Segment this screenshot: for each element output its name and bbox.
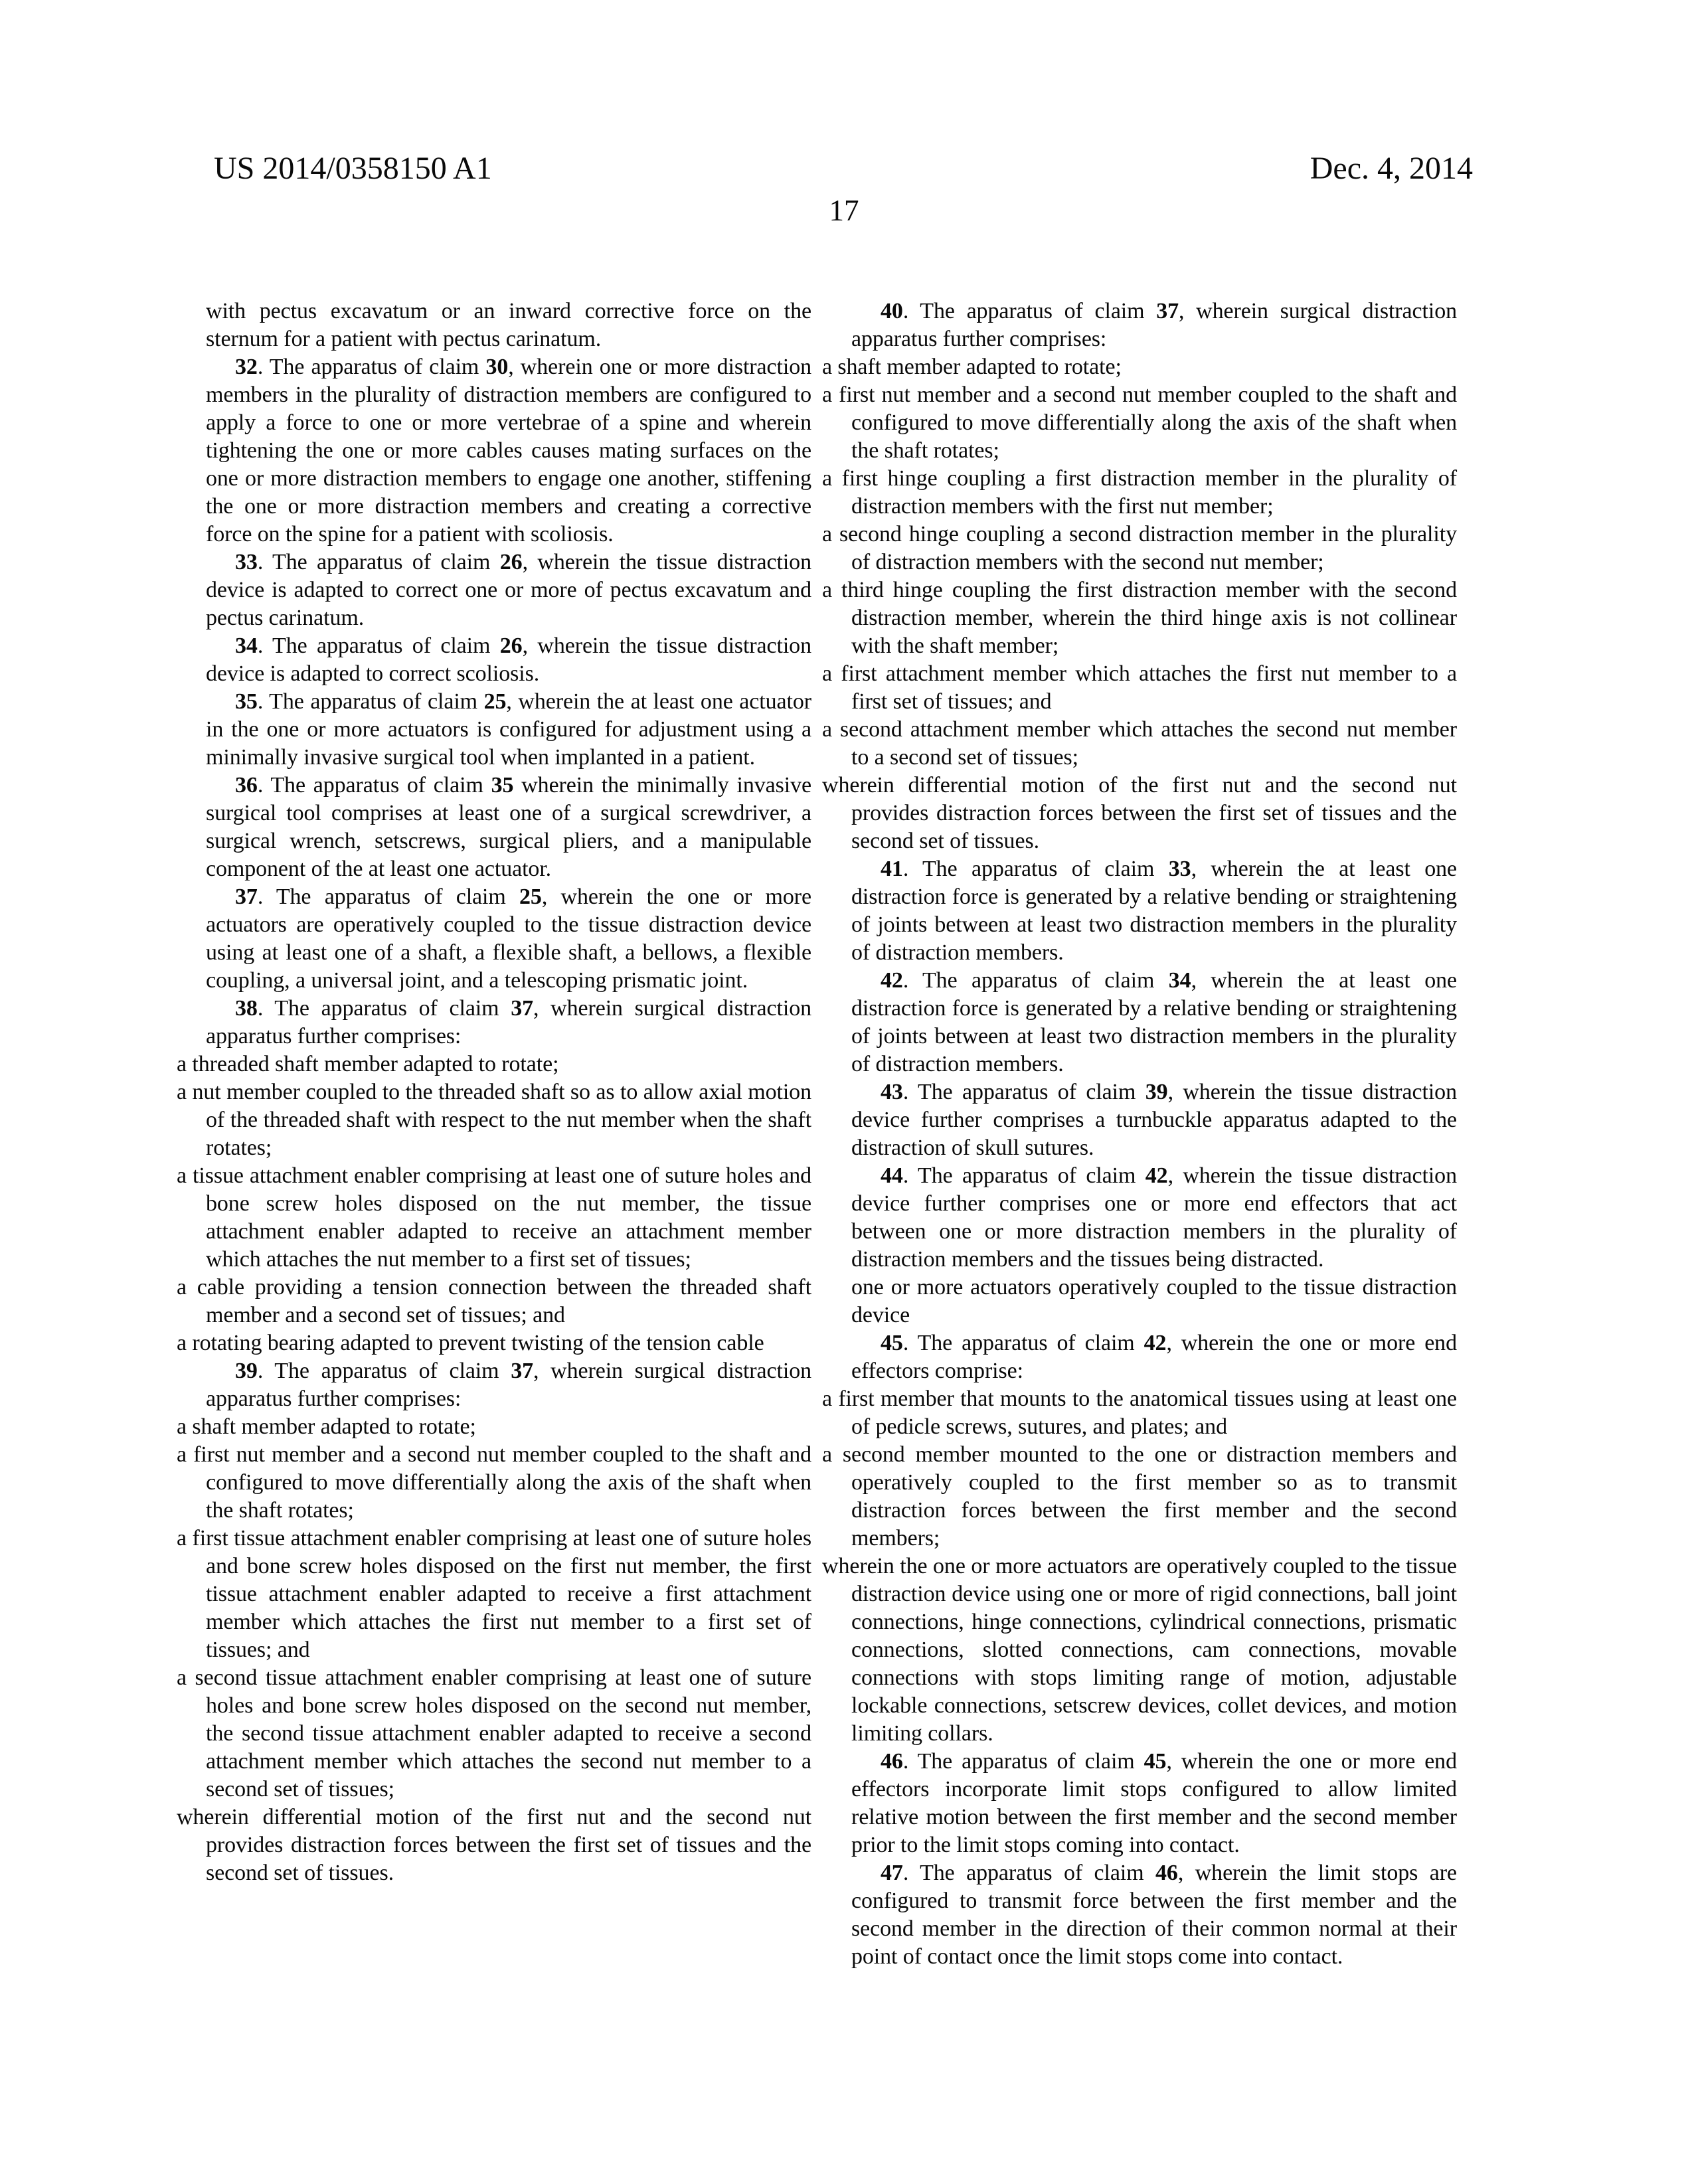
publication-date: Dec. 4, 2014 xyxy=(1309,151,1473,186)
claim-number: 26 xyxy=(499,633,523,658)
claim-number: 37 xyxy=(511,996,534,1021)
claim-paragraph: 45. The apparatus of claim 42, wherein the one or more end effectors comprise: xyxy=(851,1331,1457,1383)
claim-sub-item: a first attachment member which attaches the first nut member to a first set of tissues; and xyxy=(822,661,1457,714)
claim-number: 47 xyxy=(881,1861,903,1885)
claim-number: 34 xyxy=(1168,968,1191,993)
claim-paragraph: 38. The apparatus of claim 37, wherein surgical distraction apparatus further comprises: xyxy=(206,996,811,1049)
claim-sub-item: a threaded shaft member adapted to rotate; xyxy=(177,1052,559,1076)
claim-paragraph: 47. The apparatus of claim 46, wherein the limit stops are configured to transmit force between the first member and the second member in the direction of their common normal at their point of contact once the limit stops come into contact. xyxy=(851,1861,1457,1969)
claim-number: 44 xyxy=(881,1163,903,1188)
claim-number: 37 xyxy=(235,884,258,909)
claim-number: 37 xyxy=(511,1359,534,1383)
publication-number: US 2014/0358150 A1 xyxy=(214,151,492,186)
claim-number: 42 xyxy=(1145,1163,1168,1188)
claim-number: 38 xyxy=(235,996,258,1021)
claim-number: 36 xyxy=(235,773,258,798)
claim-sub-item: a first member that mounts to the anatomical tissues using at least one of pedicle screws, sutures, and plates; and xyxy=(822,1386,1457,1439)
claim-number: 30 xyxy=(485,355,509,379)
claim-sub-item: a first nut member and a second nut member coupled to the shaft and configured to move differentially along the axis of the shaft when the shaft rotates; xyxy=(822,382,1457,463)
claim-number: 25 xyxy=(519,884,542,909)
claim-number: 40 xyxy=(881,299,903,323)
claim-number: 42 xyxy=(1143,1331,1167,1355)
page-number: 17 xyxy=(829,194,859,227)
claim-sub-item: a tissue attachment enabler comprising at least one of suture holes and bone screw holes disposed on the nut member, the tissue attachment enabler adapted to receive an attachment member which attaches the nut member to a first set of tissues; xyxy=(177,1163,811,1272)
claim-paragraph: 41. The apparatus of claim 33, wherein the at least one distraction force is generated by a relative bending or straightening of joints between at least two distraction members in the plurality of distraction members. xyxy=(851,857,1457,965)
claim-sub-item: a first hinge coupling a first distraction member in the plurality of distraction members with the first nut member; xyxy=(822,466,1457,519)
claim-number: 33 xyxy=(1168,857,1191,881)
claim-sub-item: a rotating bearing adapted to prevent twisting of the tension cable xyxy=(177,1331,764,1355)
claim-number: 34 xyxy=(235,633,258,658)
claim-number: 43 xyxy=(881,1080,903,1104)
continuation-paragraph: with pectus excavatum or an inward corrective force on the sternum for a patient with pectus carinatum. xyxy=(206,299,811,351)
claim-paragraph: 33. The apparatus of claim 26, wherein the tissue distraction device is adapted to correct one or more of pectus excavatum and pectus carinatum. xyxy=(206,550,811,630)
claim-sub-item: wherein the one or more actuators are operatively coupled to the tissue distraction device using one or more of rigid connections, ball joint connections, hinge connections, cylindrical connections, prismatic connections, slotted connections, cam connections, movable connections with stops limiting range of motion, adjustable lockable connections, setscrew devices, collet devices, and motion limiting collars. xyxy=(822,1554,1457,1746)
claim-number: 35 xyxy=(491,773,514,798)
claim-paragraph: 46. The apparatus of claim 45, wherein the one or more end effectors incorporate limit stops configured to allow limited relative motion between the first member and the second member prior to the limit stops coming into contact. xyxy=(851,1749,1457,1857)
claim-number: 37 xyxy=(1156,299,1179,323)
claim-number: 35 xyxy=(235,689,258,714)
claim-sub-item: a second hinge coupling a second distraction member in the plurality of distraction members with the second nut member; xyxy=(822,522,1457,574)
claim-paragraph: 36. The apparatus of claim 35 wherein the minimally invasive surgical tool comprises at least one of a surgical screwdriver, a surgical wrench, setscrews, surgical pliers, and a manipulable component of the at least one actuator. xyxy=(206,773,811,881)
claim-sub-item: a cable providing a tension connection between the threaded shaft member and a second set of tissues; and xyxy=(177,1275,811,1327)
claim-paragraph: 35. The apparatus of claim 25, wherein the at least one actuator in the one or more actuators is configured for adjustment using a minimally invasive surgical tool when implanted in a patient. xyxy=(206,689,811,770)
claim-number: 45 xyxy=(1143,1749,1167,1774)
claim-number: 46 xyxy=(1155,1861,1178,1885)
claim-number: 25 xyxy=(483,689,507,714)
claim-number: 26 xyxy=(499,550,523,574)
claim-paragraph: 42. The apparatus of claim 34, wherein the at least one distraction force is generated by a relative bending or straightening of joints between at least two distraction members in the plurality of distraction members. xyxy=(851,968,1457,1076)
claim-number: 33 xyxy=(235,550,258,574)
claim-sub-item: a shaft member adapted to rotate; xyxy=(177,1414,476,1439)
claim-paragraph: 32. The apparatus of claim 30, wherein one or more distraction members in the plurality of distraction members are configured to apply a force to one or more vertebrae of a spine and wherein tightening the one or more cables causes mating surfaces on the one or more distraction members to engage one another, stiffening the one or more distraction members and creating a corrective force on the spine for a patient with scoliosis. xyxy=(206,355,811,546)
claim-number: 39 xyxy=(235,1359,258,1383)
claim-number: 45 xyxy=(881,1331,903,1355)
claim-sub-item: a shaft member adapted to rotate; xyxy=(822,355,1122,379)
claim-sub-item: wherein differential motion of the first nut and the second nut provides distraction forces between the first set of tissues and the second set of tissues. xyxy=(177,1805,811,1885)
claim-sub-item: a second member mounted to the one or distraction members and operatively coupled to the first member so as to transmit distraction forces between the first member and the second members; xyxy=(822,1442,1457,1551)
claim-sub-item: a nut member coupled to the threaded shaft so as to allow axial motion of the threaded shaft with respect to the nut member when the shaft rotates; xyxy=(177,1080,811,1160)
right-column xyxy=(822,297,1457,1971)
claim-sub-item: a first tissue attachment enabler comprising at least one of suture holes and bone screw holes disposed on the first nut member, the first tissue attachment enabler adapted to receive a first attachment member which attaches the first nut member to a first set of tissues; and xyxy=(177,1526,811,1662)
claim-number: 39 xyxy=(1145,1080,1168,1104)
claim-paragraph: 40. The apparatus of claim 37, wherein surgical distraction apparatus further comprises: xyxy=(851,299,1457,351)
claim-number: 32 xyxy=(235,355,258,379)
claim-number: 41 xyxy=(881,857,903,881)
claim-number: 42 xyxy=(881,968,903,993)
claim-sub-item: a second tissue attachment enabler comprising at least one of suture holes and bone screw holes disposed on the second nut member, the second tissue attachment enabler adapted to receive a second attachment member which attaches the second nut member to a second set of tissues; xyxy=(177,1665,811,1802)
claim-paragraph: 39. The apparatus of claim 37, wherein surgical distraction apparatus further comprises: xyxy=(206,1359,811,1411)
claim-paragraph: 44. The apparatus of claim 42, wherein the tissue distraction device further comprises one or more end effectors that act between one or more distraction members in the plurality of distraction members and the tissues being distracted. xyxy=(851,1163,1457,1272)
claim-sub-item: wherein differential motion of the first nut and the second nut provides distraction forces between the first set of tissues and the second set of tissues. xyxy=(822,773,1457,853)
claims-section xyxy=(177,297,1457,1971)
claim-sub-item: a first nut member and a second nut member coupled to the shaft and configured to move differentially along the axis of the shaft when the shaft rotates; xyxy=(177,1442,811,1523)
claim-paragraph: 34. The apparatus of claim 26, wherein the tissue distraction device is adapted to correct scoliosis. xyxy=(206,633,811,686)
claim-sub-item: a second attachment member which attaches the second nut member to a second set of tissues; xyxy=(822,717,1457,770)
claim-paragraph: 37. The apparatus of claim 25, wherein the one or more actuators are operatively coupled to the tissue distraction device using at least one of a shaft, a flexible shaft, a bellows, a flexible coupling, a universal joint, and a telescoping prismatic joint. xyxy=(206,884,811,993)
claim-sub-item: a third hinge coupling the first distraction member with the second distraction member, wherein the third hinge axis is not collinear with the shaft member; xyxy=(822,578,1457,658)
continuation-paragraph: one or more actuators operatively coupled to the tissue distraction device xyxy=(851,1275,1457,1327)
claim-paragraph: 43. The apparatus of claim 39, wherein the tissue distraction device further comprises a turnbuckle apparatus adapted to the distraction of skull sutures. xyxy=(851,1080,1457,1160)
claim-number: 46 xyxy=(881,1749,903,1774)
left-column xyxy=(177,297,811,1971)
